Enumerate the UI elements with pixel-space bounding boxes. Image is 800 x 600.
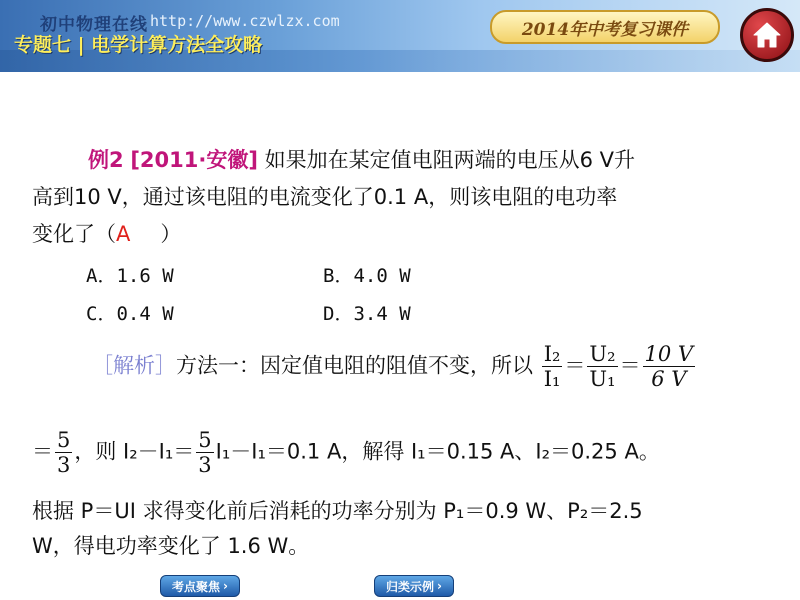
fraction-5-3-b: $\frac{5}{3}$	[198, 428, 212, 477]
chevron-right-icon: ›	[437, 579, 442, 593]
question-source: [2011·安徽]	[130, 148, 258, 172]
option-b: B．4.0 W	[323, 265, 411, 287]
fraction-i2-i1: $\frac{\text{I₂}}{\text{I₁}}$	[543, 342, 561, 391]
question-line-1	[32, 140, 772, 180]
question-line-2	[32, 177, 772, 217]
analysis-line-2	[32, 428, 782, 477]
eq-prefix: ＝	[32, 439, 53, 464]
examples-button[interactable]	[374, 575, 454, 597]
analysis-line-1: ［解析］方法一：因定值电阻的阻值不变，所以 $\frac{\text{I₂}}{\text{I₁}}$ ＝ $\frac{\text{U₂}}{\text{U₁}}$ ＝ $\frac{10 V}{6 V}$	[92, 342, 694, 391]
site-logo: 初中物理在线	[40, 15, 148, 35]
question-line-3	[32, 214, 772, 254]
analysis-line-3: 根据 P＝UI 求得变化前后消耗的功率分别为 P₁＝0.9 W、P₂＝2.5	[32, 499, 643, 523]
eq-mid-2: I₁－I₁＝0.1 A，解得 I₁＝0.15 A、I₂＝0.25 A。	[215, 439, 660, 464]
topic-title: 专题七 | 电学计算方法全攻略	[14, 34, 263, 56]
question-text-3b: ）	[160, 222, 182, 246]
fraction-u2-u1: $\frac{\text{U₂}}{\text{U₁}}$	[589, 342, 616, 391]
exam-points-button[interactable]	[160, 575, 240, 597]
question-text-3a: 变化了（	[32, 222, 116, 246]
header-banner	[0, 0, 800, 72]
fraction-5-3-a: $\frac{5}{3}$	[57, 428, 71, 477]
option-d: D．3.4 W	[323, 303, 411, 325]
examples-label: 归类示例	[386, 579, 435, 594]
question-text-1: 如果加在某定值电阻两端的电压从6 V升	[264, 148, 636, 172]
exam-points-label: 考点聚焦	[172, 579, 221, 594]
answer-mark: A	[116, 222, 131, 246]
question-text-2: 高到10 V，通过该电阻的电流变化了0.1 A，则该电阻的电功率	[32, 185, 618, 209]
fraction-10v-6v: $\frac{10 V}{6 V}$	[644, 342, 694, 391]
eq-mid-1: ，则 I₂－I₁＝	[74, 439, 195, 464]
home-icon	[752, 21, 782, 49]
chevron-right-icon: ›	[223, 579, 228, 593]
site-url: http://www.czwlzx.com	[150, 12, 340, 30]
analysis-line-4: W，得电功率变化了 1.6 W。	[32, 534, 310, 558]
option-a: A．1.6 W	[86, 265, 174, 287]
analysis-method: 方法一：因定值电阻的阻值不变，所以	[176, 353, 533, 378]
analysis-label: ［解析］	[92, 353, 176, 378]
home-button[interactable]	[740, 8, 794, 62]
example-label: 例2	[88, 148, 124, 172]
series-badge: 2014年中考复习课件	[490, 10, 720, 44]
option-c: C．0.4 W	[86, 303, 174, 325]
